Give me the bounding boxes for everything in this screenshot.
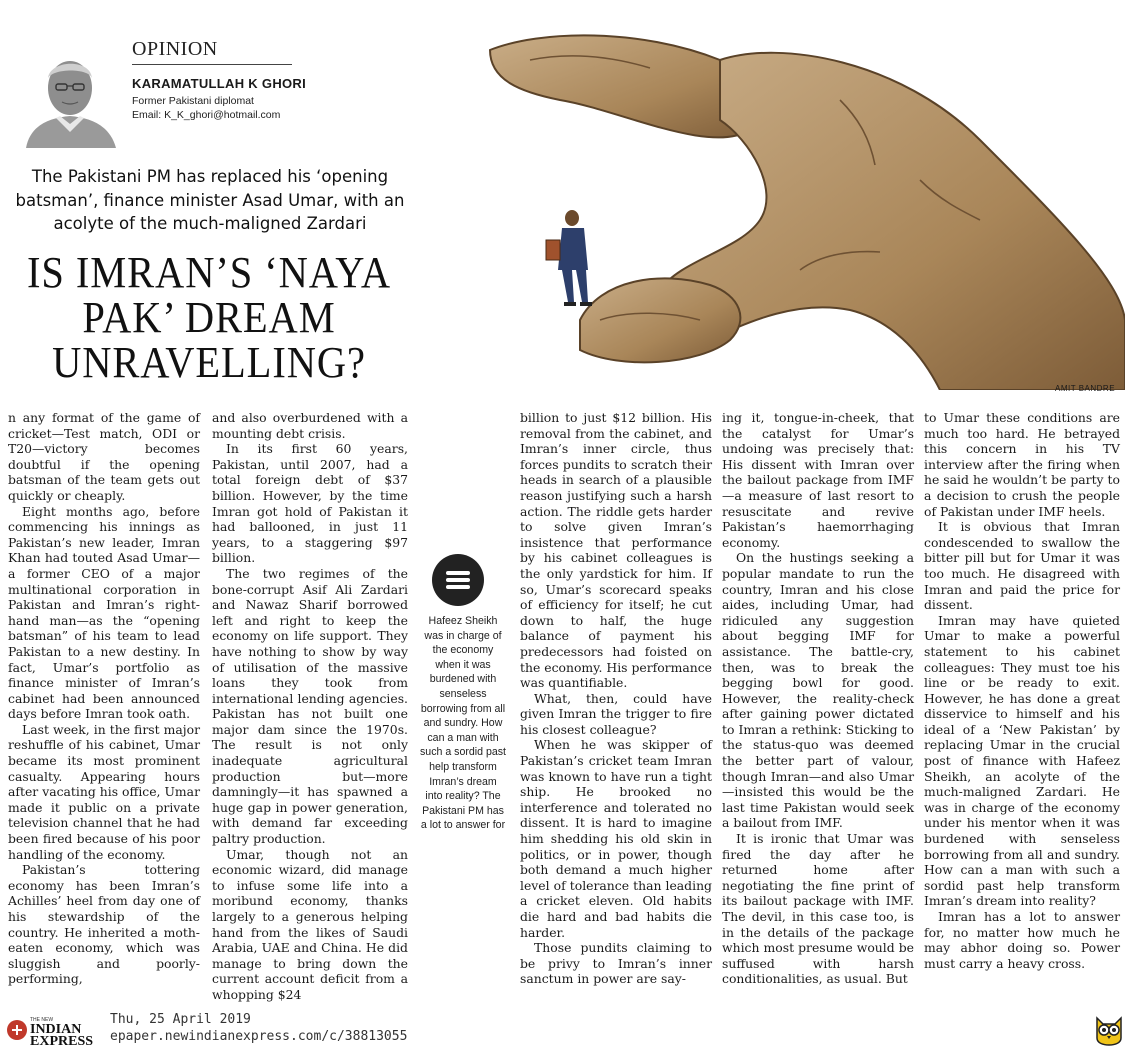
paragraph: On the hustings seeking a popular mandate to run the country, Imran and his close aides, including Umar, had ridiculed any suggestion about begging IMF for assistance. The battle-cry, then, was to break the begging bowl for good. However, the reality-check after gaining power dictated to Imran a rethink: Sticking to the status-quo was deemed the better part of valour, though Imran—and also Umar—insisted this would be the last time Pakistan would seek a bailout from IMF.: [722, 550, 914, 831]
article-column-5: [924, 410, 1120, 971]
illustration-credit: AMIT BANDRE: [1055, 384, 1116, 393]
paragraph: Imran may have quieted Umar to make a powerful statement to his cabinet colleagues: They must toe his line or be ready to exit. However, he has done a great disservice to himself and his ideal of a ‘New Pakistan’ by replacing Umar in the crucial post of finance with Hafeez Sheikh, an acolyte of the much-maligned Zardari. He was in charge of the economy under his mentor when it was burdened with senseless borrowing from all and sundry. How can a man with such a sordid past help transform Imran’s dream into reality?: [924, 612, 1120, 909]
paragraph: When he was skipper of Pakistan’s cricket team Imran was known to have run a tight ship. He brooked no interference and tolerated no dissent. It is hard to imagine him shedding his old skin in politics, or in power, though both demand a much higher level of tolerance than leading a cricket eleven. Old habits die hard and bad habits die harder.: [520, 737, 712, 940]
author-photo: [18, 48, 122, 148]
paragraph: Those pundits claiming to be privy to Imran’s inner sanctum in power are say-: [520, 940, 712, 987]
author-title: Former Pakistani diplomat: [132, 95, 254, 107]
logo-small: THE NEW: [30, 1017, 54, 1023]
standfirst: The Pakistani PM has replaced his ‘opening batsman’, finance minister Asad Umar, with an acolyte of the much-maligned Zardari: [15, 167, 405, 233]
edition-url[interactable]: epaper.newindianexpress.com/c/38813055: [110, 1029, 408, 1044]
owl-icon: [1093, 1012, 1125, 1046]
author-details: [132, 94, 280, 122]
paragraph: to Umar these conditions are much too hard. He betrayed this concern in his TV interview after the firing when he said he wouldn’t be party to a decision to crush the people of Pakistan under IMF heels.: [924, 410, 1120, 519]
logo-line-1: INDIAN: [30, 1022, 82, 1037]
illustration-giant-hand: [420, 20, 1125, 390]
article-column-4: [722, 410, 914, 987]
article-column-1: [8, 410, 200, 987]
paragraph: What, then, could have given Imran the trigger to fire his closest colleague?: [520, 690, 712, 737]
paragraph: Umar, though not an economic wizard, did manage to infuse some life into a moribund economy, thanks largely to a generous helping hand from the likes of Saudi Arabia, UAE and China. He did manage to bring down the current account deficit from a whopping $24: [212, 846, 408, 1002]
paragraph: n any format of the game of cricket—Test match, ODI or T20—victory becomes doubtful if the opening batsman of the team gets out quickly or cheaply.: [8, 410, 200, 503]
paragraph: Imran has a lot to answer for, no matter how much he may abhor doing so. Power must carry a heavy cross.: [924, 909, 1120, 971]
paragraph: Pakistan’s tottering economy has been Imran’s Achilles’ heel from day one of his stewardship of the country. He inherited a moth-eaten economy, which was sluggish and poorly-performing,: [8, 862, 200, 987]
headline: IS IMRAN’S ‘NAYA PAK’ DREAM UNRAVELLING?: [26, 248, 392, 387]
article-column-3: [520, 410, 712, 987]
article-column-2: [212, 410, 408, 1003]
quote-icon: [432, 554, 484, 606]
edition-date: Thu, 25 April 2019: [110, 1012, 251, 1027]
newspaper-logo: [6, 1014, 106, 1046]
paragraph: and also overburdened with a mounting debt crisis.: [212, 410, 408, 441]
paragraph: It is obvious that Imran condescended to swallow the bitter pill but for Umar it was too much. He disagreed with Imran and paid the price for dissent.: [924, 519, 1120, 613]
logo-line-2: EXPRESS: [30, 1034, 94, 1046]
paragraph: billion to just $12 billion. His removal from the cabinet, and Imran’s inner circle, thus forces pundits to scratch their heads in search of a plausible reason justifying such a harsh action. The riddle gets harder to solve given Imran’s insistence that performance by his cabinet colleagues is the only yardstick for him. If so, Umar’s scorecard speaks of efficiency for itself; he cut down to half, the huge balance of payment his predecessors had foisted on the economy. His performance was quantifiable.: [520, 410, 712, 691]
paragraph: The two regimes of the bone-corrupt Asif Ali Zardari and Nawaz Sharif borrowed left and right to keep the economy on life support. They have nothing to show by way of utilisation of the massive loans they took from international lending agencies. Pakistan has not built one major dam since the 1970s. The result is not only inadequate agricultural production but—more damningly—it has spawned a huge gap in power generation, with demand far exceeding paltry production.: [212, 565, 408, 847]
author-email: Email: K_K_ghori@hotmail.com: [132, 109, 281, 121]
section-label: OPINION: [132, 38, 218, 60]
paragraph: Eight months ago, before commencing his innings as Pakistan’s new leader, Imran Khan had touted Asad Umar—a former CEO of a major multinational corporation in Pakistan and Imran’s right-hand man—as the “opening batsman” of his team to lead Pakistan to a new destiny. In fact, Umar’s portfolio as finance minister of Imran’s cabinet had been announced days before Imran took oath.: [8, 503, 200, 722]
paragraph: In its first 60 years, Pakistan, until 2007, had a total foreign debt of $37 billion. However, by the time Imran got hold of Pakistan it had ballooned, in just 11 years, to a staggering $97 billion.: [212, 441, 408, 566]
pull-quote: Hafeez Sheikh was in charge of the economy when it was burdened with senseless borrowing from all and sundry. How can a man with such a sordid past help transform Imran’s dream into reality? The Pakistani PM has a lot to answer for: [420, 615, 506, 832]
paragraph: ing it, tongue-in-cheek, that the catalyst for Umar’s undoing was precisely that: His dissent with Imran over the bailout package from IMF—a measure of last resort to resuscitate and revive Pakistan’s haemorrhaging economy.: [722, 410, 914, 550]
paragraph: It is ironic that Umar was fired the day after he returned home after negotiating the fine print of its bailout package with IMF. The devil, in this case too, is in the details of the package which most presume would be suffused with harsh conditionalities, as usual. But: [722, 831, 914, 987]
author-name: KARAMATULLAH K GHORI: [132, 76, 307, 91]
section-divider: [132, 64, 292, 65]
paragraph: Last week, in the first major reshuffle of his cabinet, Umar became its most prominent casualty. Appearing hours after vacating his office, Umar made it public on a private television channel that he had been fired because of his poor handling of the economy.: [8, 721, 200, 862]
